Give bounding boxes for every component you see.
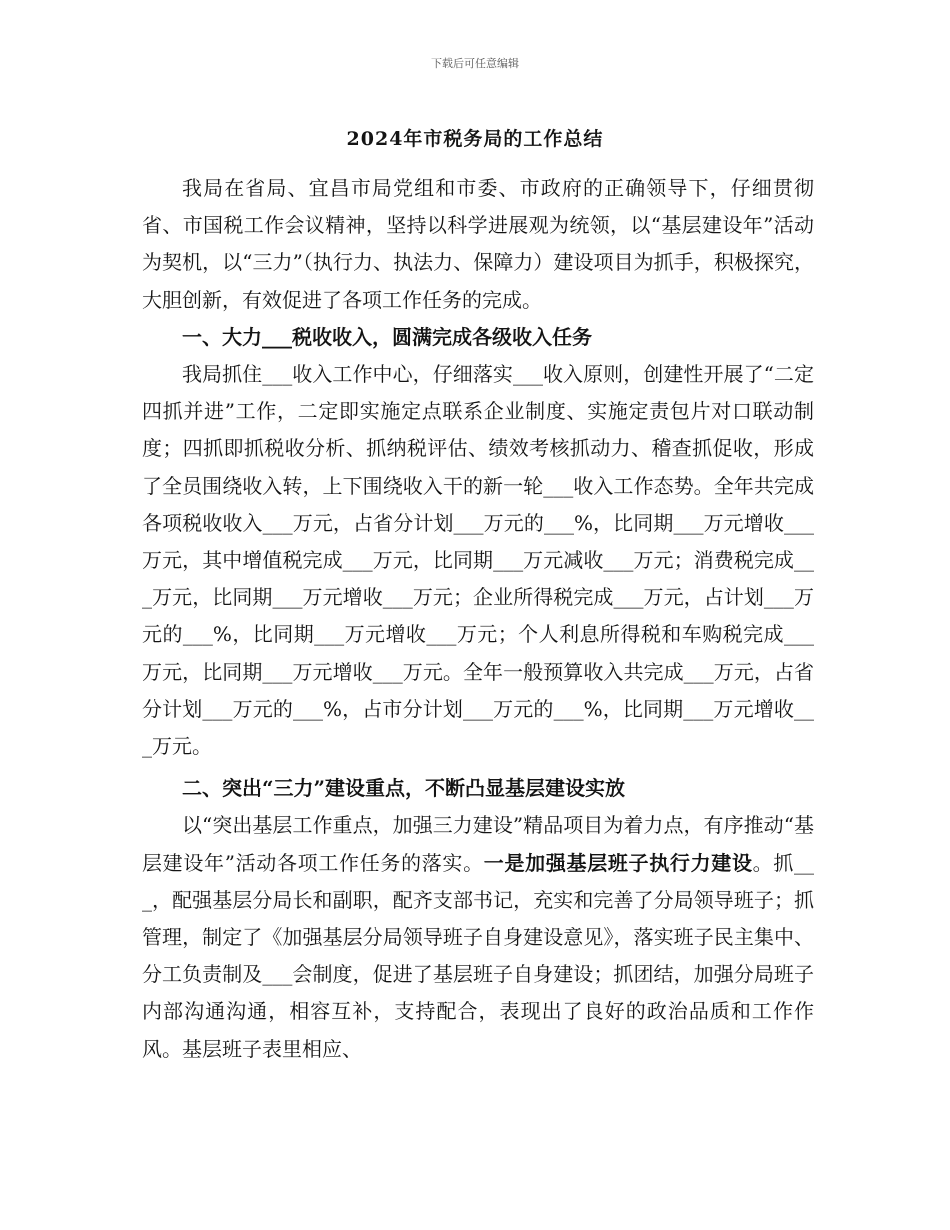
section-2-paragraph xyxy=(142,807,814,1067)
section-1-paragraph: 我局抓住___收入工作中心，仔细落实___收入原则，创建性开展了“二定四抓并进”工作，二定即实施定点联系企业制度、实施定责包片对口联动制度；四抓即抓税收分析、抓纳税评估、绩效考核抓动力、稽查抓促收，形成了全员围绕收入转，上下围绕收入干的新一轮___收入工作态势。全年共完成各项税收收入___万元，占省分计划___万元的___%，比同期___万元增收___万元，其中增值税完成___万元，比同期___万元减收___万元；消费税完成___万元，比同期___万元增收___万元；企业所得税完成___万元，占计划___万元的___%，比同期___万元增收___万元；个人利息所得税和车购税完成___万元，比同期___万元增收___万元。全年一般预算收入共完成___万元，占省分计划___万元的___%，占市分计划___万元的___%，比同期___万元增收___万元。 xyxy=(142,362,814,759)
section-1-heading: 一、大力___税收收入，圆满完成各级收入任务 xyxy=(182,324,592,349)
intro-paragraph: 我局在省局、宜昌市局党组和市委、市政府的正确领导下，仔细贯彻省、市国税工作会议精神，坚持以科学进展观为统领，以“基层建设年”活动为契机，以“三力”（执行力、执法力、保障力）建设项目为抓手，积极探究，大胆创新，有效促进了各项工作任务的完成。 xyxy=(142,176,814,312)
header-note: 下载后可任意编辑 xyxy=(431,57,519,70)
section-2-bold-phrase: 一是加强基层班子执行力建设 xyxy=(483,850,753,875)
document-body xyxy=(142,170,814,1068)
section-2-heading: 二、突出“三力”建设重点，不断凸显基层建设实放 xyxy=(182,776,626,801)
section-2-text-start: 以“突出基层工作重点，加强三力建设”精品项目为着力点，有序推动“基层建设年”活动各项工作任务的落实。 xyxy=(142,813,814,875)
section-2-text-end: 。抓___，配强基层分局长和副职，配齐支部书记，充实和完善了分局领导班子；抓管理，制定了《加强基层分局领导班子自身建设意见》，落实班子民主集中、分工负责制及___会制度，促进了基层班子自身建设；抓团结，加强分局班子内部沟通沟通，相容互补，支持配合，表现出了良好的政治品质和工作作风。基层班子表里相应、 xyxy=(142,850,815,1061)
document-title: 2024年市税务局的工作总结 xyxy=(346,128,604,150)
